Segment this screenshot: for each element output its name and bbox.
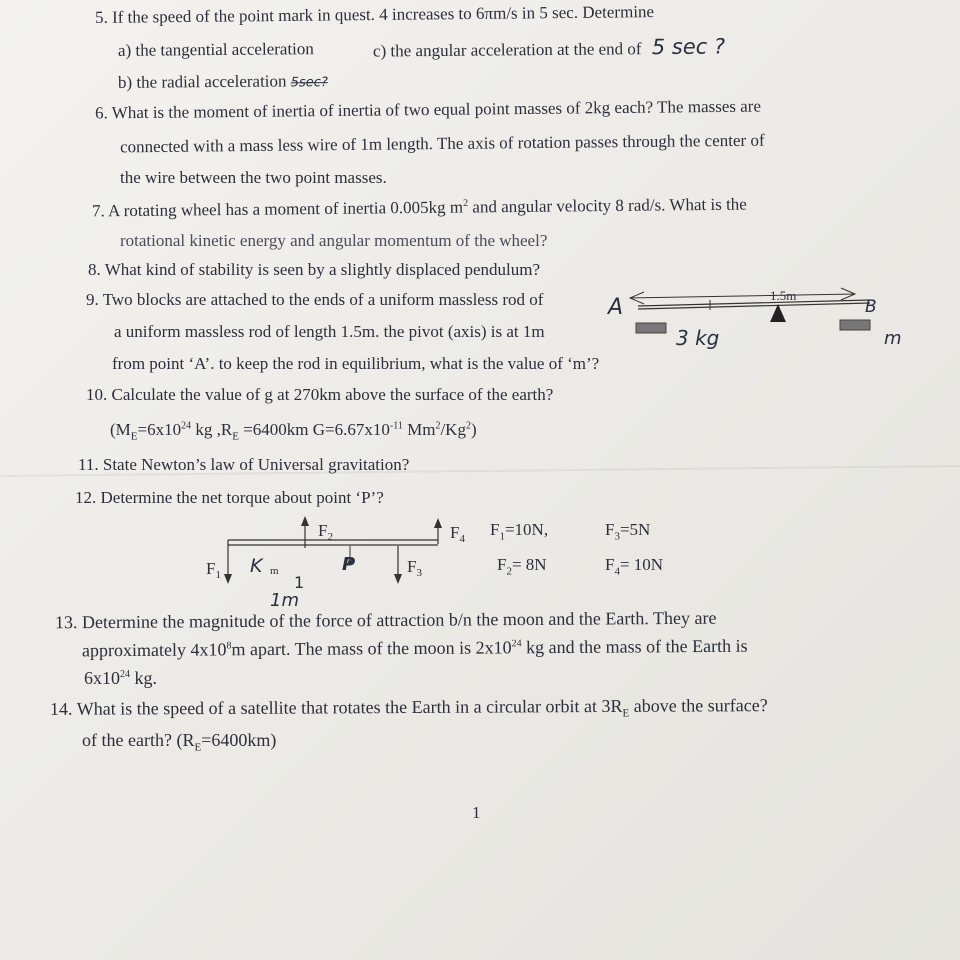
q7-line2: rotational kinetic energy and angular momentum of the wheel?	[120, 231, 548, 250]
q5-c	[373, 36, 725, 61]
q7-sup: 2	[463, 197, 469, 209]
mass-right-label: m	[884, 328, 902, 349]
q9-line1	[86, 290, 543, 310]
q7-number: 7.	[91, 201, 105, 221]
p-label: P	[342, 554, 356, 575]
q6-number: 6.	[94, 103, 108, 123]
q14-line2: of the earth? $(R_E=6400km)$	[82, 730, 277, 754]
pivot-triangle	[770, 304, 786, 322]
q13-line3: $6x10^{24}$ kg.	[84, 668, 157, 688]
mass-block-right	[840, 320, 870, 330]
q11-text: State Newton’s law of Universal gravitation?	[102, 455, 410, 474]
q7-line1	[92, 195, 747, 222]
f1-value: $F_1=10N$,	[490, 520, 549, 543]
q13-line2: approximately $4x10^8m$ apart. The mass of the moon is $2x10^{24}$ kg and the mass of the Earth is	[81, 635, 748, 661]
q10-line1	[86, 385, 553, 405]
q12-number: 12.	[75, 488, 97, 507]
q9-number: 9.	[86, 290, 99, 309]
f3-label: $F_3$	[407, 557, 422, 579]
hand-one: 1	[294, 573, 305, 592]
q10-constants: ($M_E=6x10^{24}$ kg $,R_E =6400km$ $G=6.67x10^{-11}$ Mm$^2$/Kg$^2$)	[110, 420, 477, 443]
mass-left-label: 3 kg	[676, 326, 720, 350]
q11-number: 11.	[78, 455, 99, 474]
q6-text-1: What is the moment of inertia of inertia of two equal point masses of 2kg each? The masses are	[111, 96, 762, 123]
q14-number: 14.	[49, 698, 73, 719]
rod-top	[638, 300, 870, 306]
q12-line	[75, 488, 384, 508]
hand-one-meter: 1m	[270, 590, 299, 611]
q7-text-1a: A rotating wheel has a moment of inertia 0.005kg m	[107, 197, 464, 221]
q5-b-text: b) the radial acceleration	[117, 71, 287, 92]
label-b: B	[865, 297, 877, 317]
f3-value: $F_3=5N$	[605, 520, 651, 543]
q12-torque-diagram	[200, 510, 470, 610]
q13-number: 13.	[54, 612, 78, 633]
length-arrow	[630, 294, 855, 298]
q5-c-text: c) the angular acceleration at the end of	[372, 39, 642, 61]
q5-number: 5.	[94, 7, 108, 27]
q6-line3: the wire between the two point masses.	[120, 168, 387, 187]
rod-bottom	[638, 303, 870, 309]
q14-line1: 14. What is the speed of a satellite that rotates the Earth in a circular orbit at $3R_E$ above the surface?	[49, 695, 768, 720]
mass-block-left	[636, 323, 666, 333]
q10-text: Calculate the value of g at 270km above the surface of the earth?	[111, 385, 554, 404]
q6-line1	[95, 97, 761, 124]
q5-a: a) the tangential acceleration	[117, 39, 314, 60]
q5-c-handwritten: 5 sec ?	[651, 34, 726, 60]
f4-value: $F_4= 10N$	[605, 555, 664, 578]
q8-text: What kind of stability is seen by a slightly displaced pendulum?	[104, 260, 541, 279]
q9-line2: a uniform massless rod of length 1.5m. the pivot (axis) is at 1m	[114, 322, 545, 341]
length-label: 1.5m	[770, 288, 797, 303]
f1-label: $F_1$	[206, 559, 221, 581]
f2-label: $F_2$	[318, 521, 333, 543]
q9-rod-diagram	[600, 280, 920, 355]
q10-number: 10.	[86, 385, 108, 404]
q8-line	[88, 260, 540, 280]
q9-line3: from point ‘A’. to keep the rod in equilibrium, what is the value of ‘m’?	[112, 354, 600, 373]
q9-text-1: Two blocks are attached to the ends of a uniform massless rod of	[102, 290, 544, 309]
f2-value: $F_2= 8N$	[497, 555, 547, 578]
f4-label: $F_4$	[450, 523, 465, 545]
q6-line2: connected with a mass less wire of 1m length. The axis of rotation passes through the center of	[119, 130, 765, 157]
k-label: K	[250, 555, 263, 577]
q5-b	[118, 71, 328, 95]
q8-number: 8.	[88, 260, 101, 279]
q5-b-handwritten: 5sec?	[290, 75, 328, 91]
m-small-label: m	[270, 565, 279, 577]
q11-line	[78, 455, 409, 475]
q12-text: Determine the net torque about point ‘P’?	[100, 488, 384, 507]
q5-text: If the speed of the point mark in quest. 4 increases to 6πm/s in 5 sec. Determine	[111, 2, 655, 27]
q7-text-1b: and angular velocity 8 rad/s. What is the	[468, 194, 747, 217]
q5-line	[95, 2, 654, 28]
q13-line1	[55, 608, 717, 633]
label-a: A	[608, 295, 624, 320]
q13-text-1: Determine the magnitude of the force of attraction b/n the moon and the Earth. They are	[81, 607, 717, 633]
page-number: 1	[472, 803, 481, 822]
